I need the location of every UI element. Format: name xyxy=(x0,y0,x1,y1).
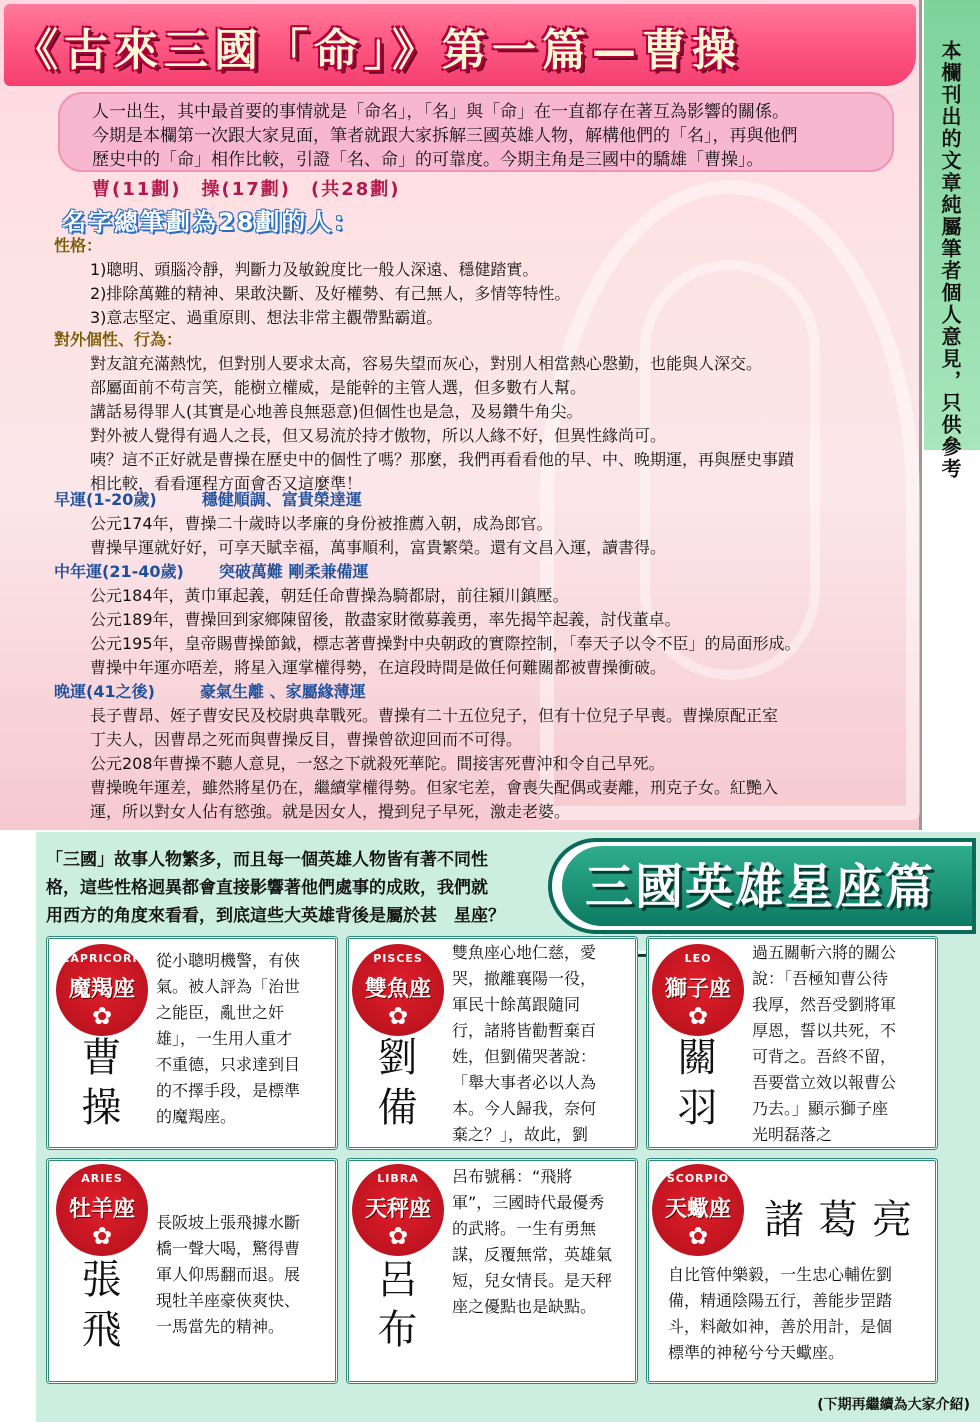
badge-en: SCORPIO xyxy=(666,1172,730,1185)
early-line: 曹操早運就好好，可享天賦幸福，萬事順利，富貴繁榮。還有文昌入運，讀書得。 xyxy=(90,538,667,557)
card-line: 標準的神秘兮兮天蠍座。 xyxy=(668,1343,845,1362)
late-line: 曹操晚年運差，雖然將星仍在，繼續掌權得勢。但家宅差，會喪失配偶或妻離，刑克子女。紅艷入 xyxy=(90,778,779,797)
card-line: 軍民十餘萬跟隨同 xyxy=(452,995,581,1014)
middle-label: 中年運(21-40歲) xyxy=(54,562,184,581)
card-line: 本。今人歸我，奈何 xyxy=(452,1099,597,1118)
card-line: 短，兒女情長。是天秤 xyxy=(452,1271,613,1290)
lotus-icon: ✿ xyxy=(91,1222,113,1250)
middle-section xyxy=(54,560,920,680)
seal-name: 呂布 xyxy=(371,1258,417,1358)
external-line: 咦？這不正好就是曹操在歷史中的個性了嗎？那麼，我們再看看他的早、中、晚期運，再與歷史事蹟 xyxy=(90,450,795,469)
early-section xyxy=(54,488,920,560)
late-line: 長子曹昂、姪子曹安民及校尉典韋戰死。曹操有二十五位兒子，但有十位兒子早喪。曹操原配正室 xyxy=(90,706,779,725)
card-line: 吾要當立效以報曹公 xyxy=(752,1073,897,1092)
badge-zh: 天秤座 xyxy=(364,1197,431,1222)
card-line: 說：「吾極知曹公待 xyxy=(752,969,889,988)
card-line: 雄」，一生用人重才 xyxy=(156,1029,293,1048)
card-text xyxy=(452,1164,636,1320)
page-title: 《古來三國「命」》第一篇—曹操 xyxy=(14,25,742,76)
card-line: 不重德，只求達到目 xyxy=(156,1055,301,1074)
early-label: 早運(1-20歲) xyxy=(54,490,157,509)
middle-line: 公元189年，曹操回到家鄉陳留後，散盡家財徵募義勇，率先揭竿起義，討伐董卓。 xyxy=(90,610,681,629)
card-text xyxy=(156,948,336,1130)
seal-name: 曹操 xyxy=(75,1036,121,1136)
badge-en: CAPRICORN xyxy=(61,952,143,965)
late-section xyxy=(54,680,920,824)
card-line: 的不擇手段，是標準 xyxy=(156,1081,301,1100)
card-text xyxy=(452,940,636,1148)
zodiac-intro-line: 用西方的角度來看看，到底這些大英雄背後是屬於甚 星座？ xyxy=(46,906,505,926)
card-line: 氣。被人評為「治世 xyxy=(156,977,301,996)
card-text xyxy=(752,940,936,1148)
zodiac-title: 三國英雄星座篇 xyxy=(585,859,936,915)
intro-line: 歷史中的「命」相作比較，引證「名、命」的可靠度。今期主角是三國中的驕雄「曹操」。 xyxy=(92,150,764,170)
personality-item: 3)意志堅定、過重原則、想法非常主觀帶點霸道。 xyxy=(90,308,443,327)
card-line: 座之優點也是缺點。 xyxy=(452,1297,597,1316)
card-line: 光明磊落之 xyxy=(752,1125,833,1144)
personality-item: 1)聰明、頭腦冷靜，判斷力及敏銳度比一般人深遠、穩健踏實。 xyxy=(90,260,539,279)
intro-line: 今期是本欄第一次跟大家見面，筆者就跟大家拆解三國英雄人物，解構他們的「名」，再與他們 xyxy=(92,126,798,146)
card-text xyxy=(668,1262,936,1366)
badge-en: PISCES xyxy=(373,952,423,965)
late-line: 公元208年曹操不聽人意見，一怒之下就殺死華陀。間接害死曹沖和令自己早死。 xyxy=(90,754,665,773)
external-line: 對友誼充滿熱忱，但對別人要求太高，容易失望而灰心，對別人相當熱心慇勤，也能與人深交。 xyxy=(90,354,763,373)
card-line: 乃去。」顯示獅子座 xyxy=(752,1099,889,1118)
zodiac-badge xyxy=(56,944,148,1036)
zodiac-badge xyxy=(352,1164,444,1256)
external-line: 部屬面前不苟言笑，能樹立權威，是能幹的主管人選，但多數冇人幫。 xyxy=(90,378,587,397)
card-line: 備，精通陰陽五行，善能步罡踏 xyxy=(668,1291,893,1310)
card-line: 從小聰明機警，有俠 xyxy=(156,951,301,970)
personality-item: 2)排除萬難的精神、果敢決斷、及好權勢、有己無人，多情等特性。 xyxy=(90,284,571,303)
badge-zh: 魔羯座 xyxy=(68,977,135,1002)
badge-zh: 雙魚座 xyxy=(364,977,431,1002)
badge-en: ARIES xyxy=(81,1172,123,1185)
zodiac-badge xyxy=(652,1164,744,1256)
sub-heading: 名字總筆劃為28劃的人： xyxy=(62,208,360,236)
seal-name: 張飛 xyxy=(75,1258,121,1358)
badge-en: LIBRA xyxy=(377,1172,419,1185)
lotus-icon: ✿ xyxy=(91,1002,113,1030)
late-motto: 豪氣生離 、家屬緣薄運 xyxy=(200,682,366,701)
external-line: 對外被人覺得有過人之長，但又易流於持才傲物，所以人緣不好，但異性緣尚可。 xyxy=(90,426,667,445)
zodiac-intro xyxy=(46,846,556,930)
card-line: 姓，但劉備哭著說： xyxy=(452,1047,597,1066)
intro-text xyxy=(92,100,902,172)
zodiac-badge xyxy=(652,944,744,1036)
card-line: 厚恩，誓以共死，不 xyxy=(752,1021,897,1040)
footer-note: (下期再繼續為大家介紹) xyxy=(817,1397,970,1413)
card-line: 的魔羯座。 xyxy=(156,1107,237,1126)
card-line: 軍人仰馬翻而退。展 xyxy=(156,1265,301,1284)
card-line: 可背之。吾終不留， xyxy=(752,1047,897,1066)
card-line: 軍”，三國時代最優秀 xyxy=(452,1193,605,1212)
card-line: 一馬當先的精神。 xyxy=(156,1317,285,1336)
personality-section xyxy=(54,234,920,330)
disclaimer-text: 本欄刊出的文章純屬筆者個人意見，只供參考 xyxy=(938,40,962,480)
external-line: 相比較，看看運程方面會否又這麼準！ xyxy=(90,474,363,493)
middle-line: 曹操中年運亦唔差，將星入運掌權得勢，在這段時間是做任何難關都被曹操衝破。 xyxy=(90,658,667,677)
card-line: 棄之？」，故此，劉 xyxy=(452,1125,589,1144)
badge-zh: 天蠍座 xyxy=(664,1197,731,1222)
seal-name: 諸葛亮 xyxy=(764,1197,926,1243)
zodiac-intro-line: 格，這些性格迥異都會直接影響著他們處事的成敗，我們就 xyxy=(46,878,488,898)
card-line: 過五關斬六將的關公 xyxy=(752,943,897,962)
card-text xyxy=(156,1210,336,1340)
card-line: 自比管仲樂毅，一生忠心輔佐劉 xyxy=(668,1265,893,1284)
card-line: 「舉大事者必以人為 xyxy=(452,1073,597,1092)
card-line: 現牡羊座豪俠爽快、 xyxy=(156,1291,301,1310)
card-line: 行，諸將皆勸暫棄百 xyxy=(452,1021,597,1040)
late-label: 晚運(41之後) xyxy=(54,682,155,701)
badge-en: LEO xyxy=(684,952,712,965)
late-line: 丁夫人，因曹昂之死而與曹操反目，曹操曾欲迎回而不可得。 xyxy=(90,730,523,749)
external-section xyxy=(54,328,920,496)
badge-zh: 獅子座 xyxy=(664,977,731,1002)
card-line: 的武將。一生有勇無 xyxy=(452,1219,597,1238)
card-line: 斗，料敵如神，善於用計，是個 xyxy=(668,1317,893,1336)
card-line: 之能臣，亂世之奸 xyxy=(156,1003,285,1022)
external-label: 對外個性、行為： xyxy=(54,330,183,349)
zodiac-badge xyxy=(352,944,444,1036)
card-line: 呂布號稱：“飛將 xyxy=(452,1167,573,1186)
early-motto: 穩健順調、富貴榮達運 xyxy=(201,490,362,509)
external-line: 講話易得罪人(其實是心地善良無惡意)但個性也是急，及易鑽牛角尖。 xyxy=(90,402,583,421)
intro-line: 人一出生，其中最首要的事情就是「命名」，「名」與「命」在一直都存在著互為影響的關係。 xyxy=(92,102,789,122)
seal-name: 劉備 xyxy=(371,1036,417,1136)
middle-motto: 突破萬難 剛柔兼備運 xyxy=(218,562,369,581)
card-line: 我厚，然吾受劉將軍 xyxy=(752,995,897,1014)
personality-label: 性格： xyxy=(54,236,103,255)
middle-line: 公元195年，皇帝賜曹操節鉞，標志著曹操對中央朝政的實際控制，「奉天子以令不臣」的局面形成。 xyxy=(90,634,801,653)
late-line: 運，所以對女人佔有慾強。就是因女人，攪到兒子早死，激走老婆。 xyxy=(90,802,571,821)
lotus-icon: ✿ xyxy=(387,1002,409,1030)
card-line: 長阪坡上張飛據水斷 xyxy=(156,1213,301,1232)
zodiac-intro-line: 「三國」故事人物繁多，而且每一個英雄人物皆有著不同性 xyxy=(46,850,488,870)
card-line: 謀，反覆無常，英雄氣 xyxy=(452,1245,613,1264)
lotus-icon: ✿ xyxy=(687,1002,709,1030)
zodiac-badge xyxy=(56,1164,148,1256)
lotus-icon: ✿ xyxy=(687,1222,709,1250)
early-line: 公元174年，曹操二十歲時以孝廉的身份被推薦入朝，成為郎官。 xyxy=(90,514,553,533)
badge-zh: 牡羊座 xyxy=(68,1197,135,1222)
card-line: 橋一聲大喝，驚得曹 xyxy=(156,1239,301,1258)
card-line: 雙魚座心地仁慈，愛 xyxy=(452,943,597,962)
card-line: 哭，撤離襄陽一役， xyxy=(452,969,597,988)
seal-name: 關羽 xyxy=(671,1036,717,1136)
stroke-count: 曹(11劃) 操(17劃) (共28劃) xyxy=(92,179,401,200)
lotus-icon: ✿ xyxy=(387,1222,409,1250)
middle-line: 公元184年，黃巾軍起義，朝廷任命曹操為騎都尉，前往潁川鎮壓。 xyxy=(90,586,569,605)
